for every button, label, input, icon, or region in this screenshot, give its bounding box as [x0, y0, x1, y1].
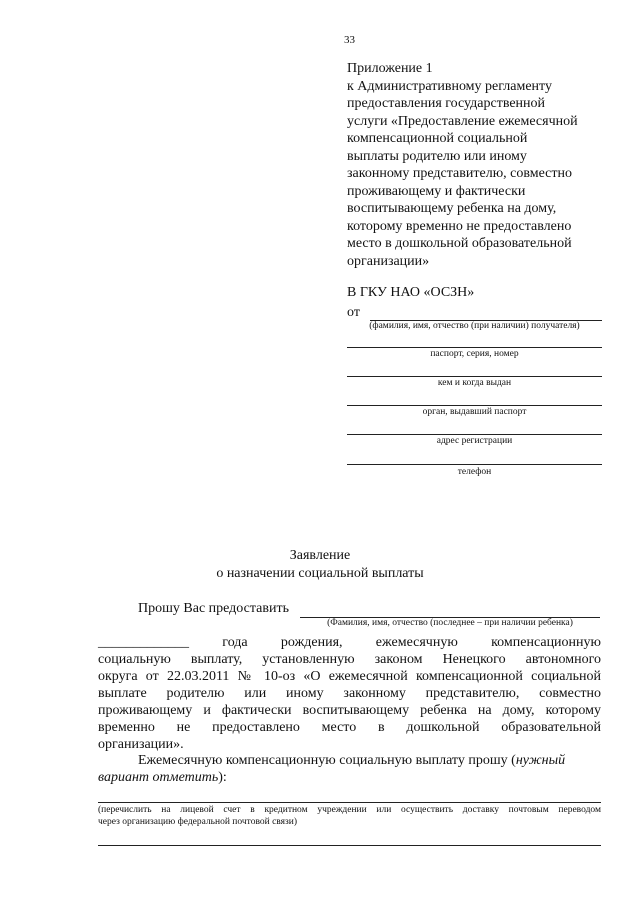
body-line: временно не предоставлено место в дошкольной образовательной	[98, 720, 601, 735]
appendix-line: Приложение 1	[347, 61, 433, 76]
body-line: проживающему и фактически воспитывающему ребенка на дому, которому	[98, 703, 601, 718]
appendix-line: место в дошкольной образовательной	[347, 236, 572, 251]
appendix-line: проживающему и фактически	[347, 183, 526, 199]
appendix-line: законному представителю, совместно	[347, 166, 572, 181]
address-line[interactable]	[347, 434, 602, 435]
page-number: 33	[344, 34, 355, 46]
issued-caption: кем и когда выдан	[437, 378, 512, 388]
body-line: округа от 22.03.2011 № 10-оз «О ежемесячной компенсационной социальной	[98, 669, 601, 684]
appendix-line: к Административному регламенту	[347, 78, 552, 94]
appendix-line: услуги «Предоставление ежемесячной	[347, 113, 578, 129]
document-subtitle: о назначении социальной выплаты	[216, 566, 424, 581]
payment-method-line	[138, 753, 601, 769]
request-prefix: Прошу Вас предоставить	[138, 601, 289, 616]
document-title: Заявление	[289, 548, 351, 563]
addressee-to: В ГКУ НАО «ОСЗН»	[347, 285, 475, 300]
body-line: социальную выплату, установленную законом Ненецкого автономного	[98, 652, 601, 667]
from-label: от	[347, 305, 360, 320]
payment-text: ):	[218, 770, 227, 785]
payment-text: Ежемесячную компенсационную социальную выплату прошу (	[138, 753, 516, 768]
appendix-line: выплаты родителю или иному	[347, 148, 527, 164]
body-line: _____________ года рождения, ежемесячную компенсационную	[98, 635, 601, 650]
payment-method-line2	[98, 770, 227, 786]
child-name-caption: (Фамилия, имя, отчество (последнее – при наличии ребенка)	[327, 618, 573, 628]
payment-caption: через организацию федеральной почтовой связи)	[98, 817, 298, 827]
appendix-line: которому временно не предоставлено	[347, 218, 572, 234]
passport-caption: паспорт, серия, номер	[430, 349, 519, 359]
appendix-line: компенсационной социальной	[347, 131, 528, 146]
appendix-line: организации»	[347, 253, 430, 269]
address-caption: адрес регистрации	[436, 436, 513, 446]
appendix-header	[347, 60, 612, 270]
bottom-field-line[interactable]	[98, 845, 601, 846]
body-line: выплате родителю или иному законному представителю, совместно	[98, 686, 601, 701]
payment-italic-text: нужный	[515, 753, 566, 768]
phone-line[interactable]	[347, 464, 602, 465]
payment-caption: (перечислить на лицевой счет в кредитном учреждении или осуществить доставку почтовым переводом	[98, 805, 601, 815]
payment-method-line-field[interactable]	[98, 802, 601, 803]
appendix-line: предоставления государственной	[347, 96, 546, 111]
applicant-name-caption: (фамилия, имя, отчество (при наличии) получателя)	[369, 321, 580, 331]
appendix-line: воспитывающему ребенка на дому,	[347, 201, 557, 216]
authority-line[interactable]	[347, 405, 602, 406]
payment-italic-text: вариант отметить	[98, 770, 219, 785]
issued-line[interactable]	[347, 376, 602, 377]
passport-line[interactable]	[347, 347, 602, 348]
authority-caption: орган, выдавший паспорт	[422, 407, 527, 417]
phone-caption: телефон	[457, 467, 492, 477]
body-line: организации».	[98, 737, 184, 752]
